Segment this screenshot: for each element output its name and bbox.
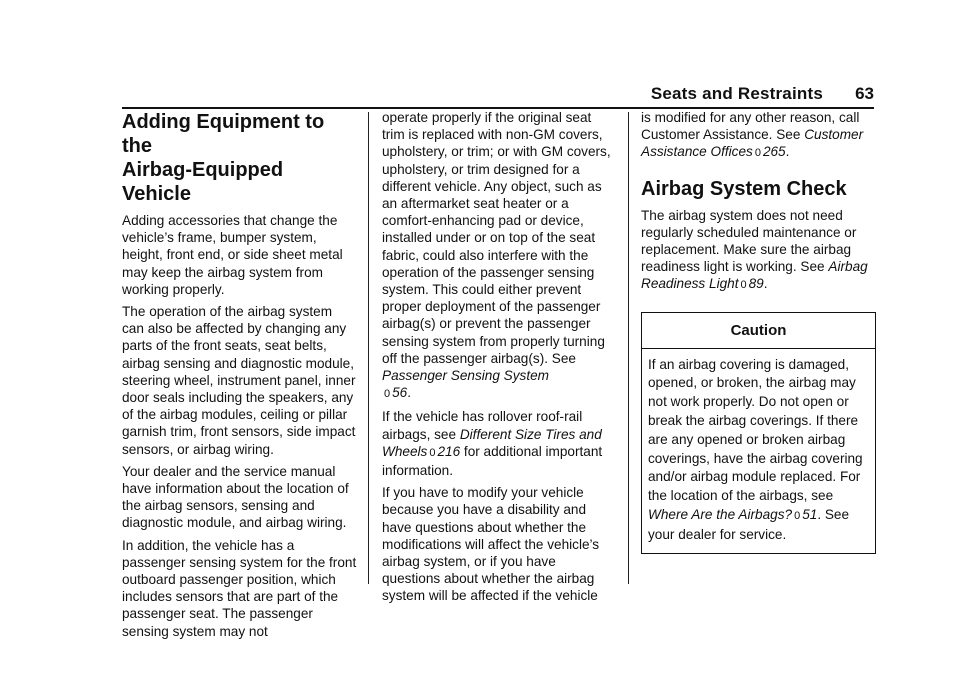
reference-title: Customer Assistance Offices <box>641 127 864 160</box>
page-ref-arrow-icon: 0 <box>794 510 801 522</box>
section-heading-airbag-system-check: Airbag System Check <box>641 177 847 200</box>
section-heading-adding-equipment <box>122 109 357 206</box>
heading-line: Adding Equipment to the <box>122 111 325 157</box>
caution-text: If an airbag covering is damaged, opened, or broken, the airbag may not work properly. Do not open or break the airbag coverings. If there are any opened or broken airbag coverings, have the airbag covering and/or airbag module replaced. For the location of the airbags, see <box>648 356 863 504</box>
punctuation: . <box>785 144 790 160</box>
page-number: 63 <box>855 84 874 103</box>
column-divider <box>628 112 629 584</box>
paragraph <box>641 207 876 295</box>
paragraph <box>382 109 617 403</box>
reference-page: 216 <box>437 443 461 459</box>
paragraph-text: for additional important information. <box>382 443 603 479</box>
page-ref-arrow-icon: 0 <box>740 279 747 292</box>
paragraph-text: If the vehicle has rollover roof-rail airbags, see <box>382 409 583 442</box>
caution-box <box>641 312 876 554</box>
column-right <box>641 109 876 554</box>
paragraph-text: The airbag system does not need regularly scheduled maintenance or replacement. Make sure the airbag readiness light is working. See <box>641 207 857 275</box>
page-ref-arrow-icon: 0 <box>754 147 761 160</box>
paragraph-text: is modified for any other reason, call Customer Assistance. See <box>641 110 860 143</box>
column-left <box>122 109 357 645</box>
column-divider <box>368 112 369 584</box>
paragraph: Adding accessories that change the vehicle’s frame, bumper system, height, front end, or side sheet metal may keep the airbag system from working properly. <box>122 213 343 297</box>
reference-page: 265 <box>762 144 786 160</box>
cross-reference-link[interactable] <box>648 507 817 522</box>
column-middle <box>382 109 617 610</box>
paragraph: If you have to modify your vehicle because you have a disability and have questions about whether the modifications will affect the vehicle’s airbag system, or if you have questions about whether the airbag system will be affected if the vehicle <box>382 485 600 604</box>
caution-title: Caution <box>642 313 875 349</box>
page-header <box>122 84 874 105</box>
paragraph <box>382 408 617 479</box>
paragraph: In addition, the vehicle has a passenger sensing system for the front outboard passenger position, which includes sensors that are part of the passenger seat. The passenger sensing system may not <box>122 537 357 639</box>
page-ref-arrow-icon: 0 <box>384 388 391 401</box>
caution-text: . See your dealer for service. <box>648 507 850 542</box>
paragraph-text: operate properly if the original seat trim is replaced with non-GM covers, upholstery, or trim; or with GM covers, upholstery, or trim designed for a different vehicle. Any object, such as an aftermarket seat heater or a comfort-enhancing pad or device, installed under or on top of the seat fabric, could also interfere with the operation of the passenger sensing system. This could either prevent proper deployment of the passenger airbag(s) or prevent the passenger sensing system from properly turning off the passenger airbag(s). See <box>382 110 611 366</box>
reference-title: Where Are the Airbags? <box>648 507 793 522</box>
reference-title: Passenger Sensing System <box>382 368 549 384</box>
reference-page: 56 <box>392 385 408 401</box>
punctuation: . <box>763 276 768 292</box>
section-title: Seats and Restraints <box>650 84 823 103</box>
paragraph <box>641 109 876 163</box>
punctuation: . <box>407 385 412 401</box>
heading-line: Airbag-Equipped Vehicle <box>122 159 284 205</box>
paragraph: The operation of the airbag system can also be affected by changing any parts of the front seats, seat belts, airbag sensing and diagnostic module, steering wheel, instrument panel, inner door seals including the speakers, any of the airbag modules, ceiling or pillar garnish trim, front sensors, side impact sensors, or airbag wiring. <box>122 304 356 457</box>
reference-page: 89 <box>748 276 764 292</box>
reference-title: Airbag Readiness Light <box>641 259 868 292</box>
reference-title: Different Size Tires and Wheels <box>382 426 602 459</box>
page-ref-arrow-icon: 0 <box>429 446 436 459</box>
reference-page: 51 <box>802 507 818 522</box>
caution-body <box>642 349 875 553</box>
paragraph: Your dealer and the service manual have information about the location of the airbag sensors, sensing and diagnostic module, and airbag wiring. <box>122 463 349 531</box>
